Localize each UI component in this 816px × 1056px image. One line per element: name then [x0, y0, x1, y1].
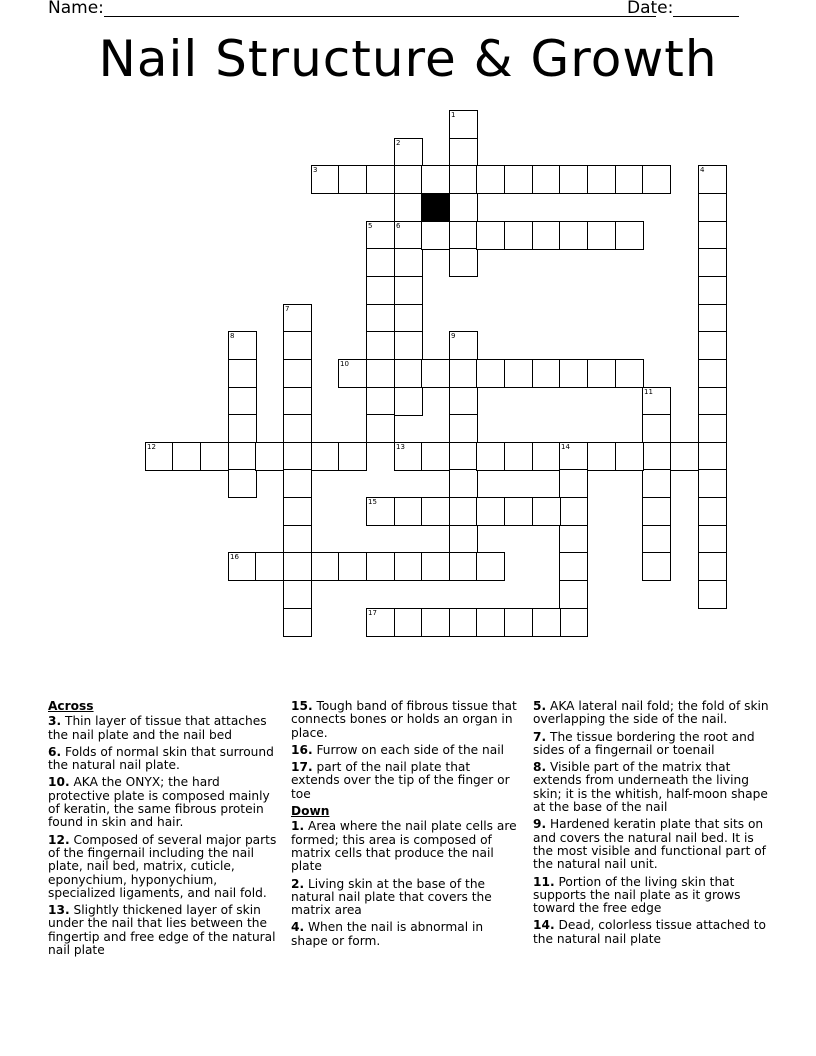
clue-down: 7. The tissue bordering the root and sides of a fingernail or toenail: [533, 729, 755, 757]
grid-cell[interactable]: [476, 442, 505, 471]
grid-cell[interactable]: [698, 165, 727, 194]
grid-cell[interactable]: [532, 221, 561, 250]
grid-cell[interactable]: [228, 331, 257, 360]
clue-down: 5. AKA lateral nail fold; the fold of skin overlapping the side of the nail.: [533, 699, 769, 727]
grid-cell[interactable]: [421, 442, 450, 471]
grid-cell[interactable]: [698, 387, 727, 416]
clue-number: 14: [561, 443, 570, 451]
grid-cell[interactable]: [228, 414, 257, 443]
grid-cell[interactable]: [504, 165, 533, 194]
clues-column-3: [533, 700, 769, 950]
grid-cell[interactable]: [449, 193, 478, 222]
grid-cell[interactable]: [476, 608, 505, 637]
clue-number: 2: [396, 139, 401, 147]
grid-cell[interactable]: [394, 387, 423, 416]
grid-cell[interactable]: [366, 331, 395, 360]
clue-number: 13: [396, 443, 405, 451]
clue-across: 16. Furrow on each side of the nail: [291, 742, 504, 757]
grid-cell[interactable]: [394, 497, 423, 526]
grid-cell[interactable]: [504, 359, 533, 388]
grid-cell[interactable]: [559, 442, 588, 471]
clue-across: 6. Folds of normal skin that surround the natural nail plate.: [48, 744, 274, 773]
clues-column-1: [48, 700, 280, 961]
grid-cell[interactable]: [642, 469, 671, 498]
clues-column-2: [291, 700, 517, 952]
grid-cell[interactable]: [642, 442, 671, 471]
grid-cell[interactable]: [366, 248, 395, 277]
grid-cell[interactable]: [698, 359, 727, 388]
clue-number: 12: [147, 443, 156, 451]
grid-cell[interactable]: [504, 497, 533, 526]
grid-cell[interactable]: [559, 497, 588, 526]
grid-cell[interactable]: [698, 580, 727, 609]
grid-cell[interactable]: [449, 110, 478, 139]
grid-cell[interactable]: [642, 552, 671, 581]
grid-cell[interactable]: [283, 387, 312, 416]
grid-cell[interactable]: [421, 221, 450, 250]
grid-cell[interactable]: [642, 497, 671, 526]
clue-across: 13. Slightly thickened layer of skin under the nail that lies between the fingertip and free edge of the natural nail plate: [48, 903, 276, 958]
grid-cell[interactable]: [476, 552, 505, 581]
grid-cell[interactable]: [394, 193, 423, 222]
grid-cell[interactable]: [421, 608, 450, 637]
grid-cell[interactable]: [698, 552, 727, 581]
grid-cell[interactable]: [394, 552, 423, 581]
grid-cell[interactable]: [449, 525, 478, 554]
grid-cell[interactable]: [587, 359, 616, 388]
grid-cell[interactable]: [532, 442, 561, 471]
grid-cell[interactable]: [559, 469, 588, 498]
grid-cell[interactable]: [421, 552, 450, 581]
grid-cell[interactable]: [698, 221, 727, 250]
grid-cell[interactable]: [283, 304, 312, 333]
grid-cell[interactable]: [670, 442, 699, 471]
grid-cell[interactable]: [449, 497, 478, 526]
grid-cell[interactable]: [449, 359, 478, 388]
grid-cell[interactable]: [255, 552, 284, 581]
clue-down: 2. Living skin at the base of the natural nail plate that covers the matrix area: [291, 876, 492, 918]
grid-cell[interactable]: [559, 221, 588, 250]
grid-cell[interactable]: [532, 165, 561, 194]
grid-cell[interactable]: [366, 497, 395, 526]
grid-cell[interactable]: [228, 387, 257, 416]
grid-cell[interactable]: [283, 608, 312, 637]
clue-number: 8: [230, 332, 235, 340]
grid-cell[interactable]: [698, 276, 727, 305]
grid-cell[interactable]: [587, 221, 616, 250]
grid-cell[interactable]: [615, 221, 644, 250]
grid-cell[interactable]: [366, 608, 395, 637]
grid-cell[interactable]: [449, 138, 478, 167]
grid-cell[interactable]: [642, 525, 671, 554]
grid-cell[interactable]: [311, 442, 340, 471]
grid-cell[interactable]: [532, 497, 561, 526]
grid-cell[interactable]: [394, 276, 423, 305]
grid-cell[interactable]: [366, 165, 395, 194]
grid-cell[interactable]: [449, 221, 478, 250]
down-heading: Down: [291, 804, 330, 819]
clue-number: 16: [230, 553, 239, 561]
grid-cell[interactable]: [698, 193, 727, 222]
grid-cell[interactable]: [366, 276, 395, 305]
grid-cell[interactable]: [698, 469, 727, 498]
grid-cell[interactable]: [559, 580, 588, 609]
clue-number: 1: [451, 111, 456, 119]
grid-cell[interactable]: [338, 165, 367, 194]
clue-across: 3. Thin layer of tissue that attaches the nail plate and the nail bed: [48, 714, 267, 742]
grid-cell[interactable]: [283, 414, 312, 443]
grid-cell[interactable]: [311, 552, 340, 581]
grid-cell[interactable]: [283, 580, 312, 609]
clue-across: 12. Composed of several major parts of the fingernail including the nail plate, nail bed, matrix, cuticle, eponychium, hyponychium, specialized ligaments, and nail fold.: [48, 832, 277, 900]
grid-cell[interactable]: [449, 442, 478, 471]
grid-cell[interactable]: [338, 442, 367, 471]
grid-cell[interactable]: [311, 165, 340, 194]
grid-cell[interactable]: [421, 165, 450, 194]
clue-down: 1. Area where the nail plate cells are formed; this area is composed of matrix cells that produce the nail plate: [291, 819, 517, 874]
grid-cell[interactable]: [394, 138, 423, 167]
grid-cell[interactable]: [200, 442, 229, 471]
grid-cell[interactable]: [228, 469, 257, 498]
grid-cell[interactable]: [504, 221, 533, 250]
grid-cell[interactable]: [228, 552, 257, 581]
grid-cell[interactable]: [394, 248, 423, 277]
grid-cell[interactable]: [366, 359, 395, 388]
clue-number: 5: [368, 222, 373, 230]
across-heading: Across: [48, 699, 94, 713]
clue-number: 15: [368, 498, 377, 506]
clue-down: 14. Dead, colorless tissue attached to the natural nail plate: [533, 918, 766, 946]
grid-cell[interactable]: [394, 331, 423, 360]
grid-cell[interactable]: [559, 552, 588, 581]
grid-cell[interactable]: [449, 469, 478, 498]
grid-cell[interactable]: [394, 442, 423, 471]
grid-cell[interactable]: [366, 304, 395, 333]
clue-across: 10. AKA the ONYX; the hard protective plate is composed mainly of keratin, the same fibrous protein found in skin and hair.: [48, 775, 270, 830]
grid-cell[interactable]: [449, 552, 478, 581]
grid-cell[interactable]: [145, 442, 174, 471]
grid-cell[interactable]: [476, 221, 505, 250]
grid-cell[interactable]: [255, 442, 284, 471]
grid-cell[interactable]: [283, 552, 312, 581]
grid-cell[interactable]: [532, 359, 561, 388]
grid-cell[interactable]: [559, 525, 588, 554]
grid-cell[interactable]: [559, 608, 588, 637]
grid-cell[interactable]: [283, 331, 312, 360]
grid-cell[interactable]: [338, 359, 367, 388]
clue-number: 4: [700, 166, 705, 174]
grid-block-cell: [421, 193, 450, 222]
grid-cell[interactable]: [698, 525, 727, 554]
grid-cell[interactable]: [394, 608, 423, 637]
clue-number: 9: [451, 332, 456, 340]
clue-down: 8. Visible part of the matrix that extends from underneath the living skin; it is the whitish, half-moon shape at the base of the nail: [533, 760, 768, 815]
grid-cell[interactable]: [615, 165, 644, 194]
grid-cell[interactable]: [283, 442, 312, 471]
grid-cell[interactable]: [698, 442, 727, 471]
grid-cell[interactable]: [172, 442, 201, 471]
grid-cell[interactable]: [283, 497, 312, 526]
grid-cell[interactable]: [532, 608, 561, 637]
grid-cell[interactable]: [366, 552, 395, 581]
clue-number: 11: [644, 388, 653, 396]
grid-cell[interactable]: [366, 221, 395, 250]
grid-cell[interactable]: [559, 165, 588, 194]
grid-cell[interactable]: [283, 469, 312, 498]
grid-cell[interactable]: [228, 442, 257, 471]
grid-cell[interactable]: [449, 608, 478, 637]
grid-cell[interactable]: [698, 331, 727, 360]
grid-cell[interactable]: [394, 221, 423, 250]
grid-cell[interactable]: [338, 552, 367, 581]
grid-cell[interactable]: [394, 359, 423, 388]
clue-down: 11. Portion of the living skin that supports the nail plate as it grows toward the free edge: [533, 874, 741, 916]
grid-cell[interactable]: [449, 331, 478, 360]
clue-across: 15. Tough band of fibrous tissue that connects bones or holds an organ in place.: [291, 699, 517, 740]
grid-cell[interactable]: [394, 304, 423, 333]
grid-cell[interactable]: [421, 497, 450, 526]
grid-cell[interactable]: [559, 359, 588, 388]
grid-cell[interactable]: [615, 442, 644, 471]
grid-cell[interactable]: [698, 414, 727, 443]
grid-cell[interactable]: [698, 497, 727, 526]
clue-down: 4. When the nail is abnormal in shape or form.: [291, 920, 484, 948]
grid-cell[interactable]: [504, 442, 533, 471]
grid-cell[interactable]: [366, 387, 395, 416]
name-label: Name:: [48, 0, 104, 18]
clue-number: 3: [313, 166, 318, 174]
grid-cell[interactable]: [394, 165, 423, 194]
grid-cell[interactable]: [449, 248, 478, 277]
grid-cell[interactable]: [587, 165, 616, 194]
grid-cell[interactable]: [642, 165, 671, 194]
grid-cell[interactable]: [449, 387, 478, 416]
grid-cell[interactable]: [283, 359, 312, 388]
grid-cell[interactable]: [449, 414, 478, 443]
grid-cell[interactable]: [449, 165, 478, 194]
grid-cell[interactable]: [615, 359, 644, 388]
grid-cell[interactable]: [698, 248, 727, 277]
grid-cell[interactable]: [476, 359, 505, 388]
grid-cell[interactable]: [642, 414, 671, 443]
clue-across: 17. part of the nail plate that extends over the tip of the finger or toe: [291, 760, 510, 801]
grid-cell[interactable]: [504, 608, 533, 637]
grid-cell[interactable]: [476, 165, 505, 194]
grid-cell[interactable]: [587, 442, 616, 471]
date-label: Date:: [627, 0, 674, 18]
clue-number: 17: [368, 609, 377, 617]
page-title: Nail Structure & Growth: [98, 30, 718, 88]
grid-cell[interactable]: [228, 359, 257, 388]
grid-cell[interactable]: [476, 497, 505, 526]
clue-number: 6: [396, 222, 401, 230]
clue-down: 9. Hardened keratin plate that sits on and covers the natural nail bed. It is the most visible and functional part of the natural nail unit.: [533, 817, 766, 872]
grid-cell[interactable]: [366, 414, 395, 443]
grid-cell[interactable]: [283, 525, 312, 554]
clue-number: 10: [340, 360, 349, 368]
grid-cell[interactable]: [642, 387, 671, 416]
grid-cell[interactable]: [698, 304, 727, 333]
clue-number: 7: [285, 305, 290, 313]
grid-cell[interactable]: [421, 359, 450, 388]
